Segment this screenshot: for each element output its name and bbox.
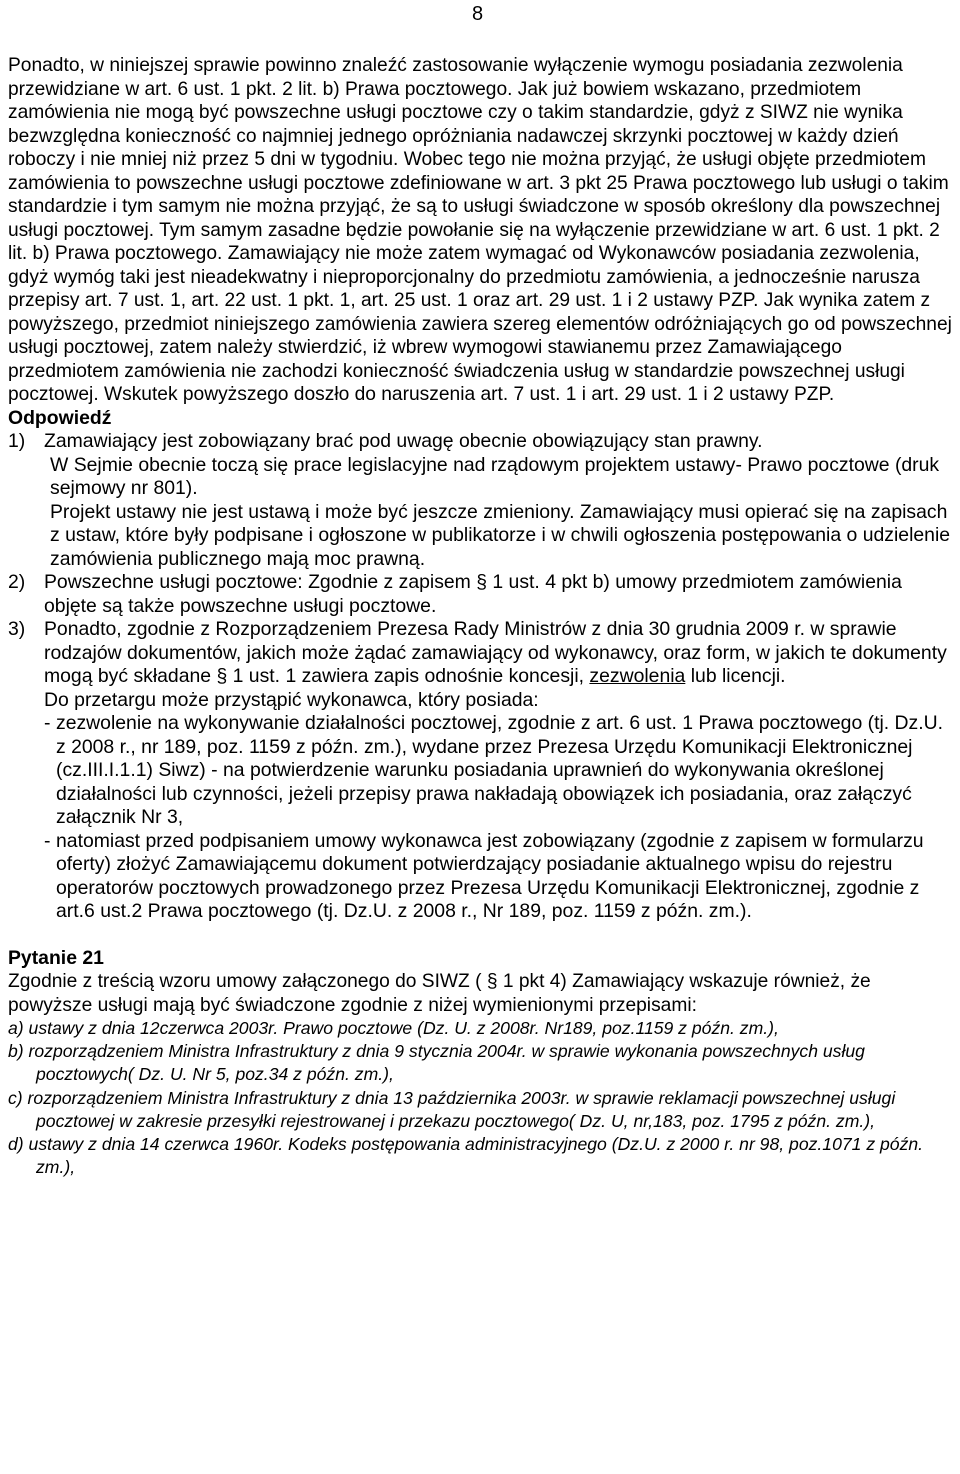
body-text: Wobec tego nie można przyjąć, że usługi objęte przedmiotem zamówienia to powszechne usługi pocztowe zdefiniowane w art. 3 pkt 25 Prawa pocztowego lub usługi o takim standardzie i tym samym nie można przyjąć, że są to usługi świadczone w sposób określony dla powszechnej usługi pocztowej. Tym samym zasadne będzie powołanie się na wyłączenie przewidziane w art. 6 ust. 1 pkt. 2 lit. b) Prawa pocztowego. Zamawiający nie może zatem wymagać od Wykonawców posiadania zezwolenia, gdyż wymóg taki jest nieadekwatny i nieproporcjonalny do przedmiotu zamówienia, a jednocześnie narusza przepisy art. 7 ust. 1, art. 22 ust. 1 pkt. 1, art. 25 ust. 1 oraz art. 29 ust. 1 i 2 ustawy PZP. Jak wynika zatem z powyższego, przedmiot niniejszego zamówienia zawiera szereg elementów odróżniających go od powszechnej usługi pocztowej, zatem należy stwierdzić, iż wbrew wymogowi stawianemu przez Zamawiającego przedmiotem zamówienia nie zachodzi konieczność świadczenia usług w standardzie powszechnej usługi pocztowej. Wskutek powyższego doszło do naruszenia art. 7 ust. 1 i art. 29 ust. 1 i 2 ustawy PZP. [8, 149, 952, 405]
dash-text: natomiast przed podpisaniem umowy wykonawca jest zobowiązany (zgodnie z zapisem w formularzu oferty) złożyć Zamawiającemu dokument potwierdzający posiadanie aktualnego wpisu do rejestru operatorów pocztowych prowadzonego przez Prezesa Urzędu Komunikacji Elektronicznej, zgodnie z art.6 ust.2 Prawa pocztowego (tj. Dz.U. z 2008 r., Nr 189, poz. 1159 z późn. zm.). [56, 829, 924, 922]
intro-text: Ponadto, w niniejszej sprawie powinno znaleźć zastosowanie wyłączenie wymogu posiadania zezwolenia przewidziane w art. 6 ust. 1 pkt. 2 lit. b) Prawa pocztowego. Jak już bowiem wskazano, przedmiotem zamówienia nie mogą być powszechne usługi pocztowe czy o takim standardzie, gdyż z SIWZ nie wynika bezwzględna konieczność co najmniej jednego opróżniania nadawczej skrzynki pocztowej w każdy dzień roboczy i nie mniej niż przez 5 dni w tygodniu. [8, 55, 903, 170]
regulation-item: d) ustawy z dnia 14 czerwca 1960r. Kodeks postępowania administracyjnego (Dz.U. z 2000 r. nr 98, poz.1071 z późn. zm.), [8, 1134, 924, 1178]
answer-paragraph: Do przetargu może przystąpić wykonawca, który posiada: [44, 688, 539, 711]
question-text: Zgodnie z treścią wzoru umowy załączonego do SIWZ ( § 1 pkt 4) Zamawiający wskazuje również, że powyższe usługi mają być świadczone zgodnie z niżej wymienionymi przepisami: [8, 971, 871, 1016]
page-number: 8 [472, 3, 484, 25]
answer-paragraph: W Sejmie obecnie toczą się prace legislacyjne nad rządowym projektem ustawy- Prawo pocztowe (druk sejmowy nr 801). [50, 453, 940, 499]
answer-text: Ponadto, zgodnie z Rozporządzeniem Prezesa Rady Ministrów z dnia 30 grudnia 2009 r. w sprawie rodzajów dokumentów, jakich może żądać zamawiający od wykonawcy, oraz form, w jakich te dokumenty mogą być składane § 1 ust. 1 zawiera zapis odnośnie koncesji, zezwolenia lub licencji. [44, 618, 947, 687]
question-heading: Pytanie 21 [8, 946, 104, 969]
dash-text: zezwolenie na wykonywanie działalności pocztowej, zgodnie z art. 6 ust. 1 Prawa pocztowego (tj. Dz.U. z 2008 r., nr 189, poz. 1159 z późn. zm.), wydane przez Prezesa Urzędu Komunikacji Elektronicznej (cz.III.I.1.1) Siwz) - na potwierdzenie warunku posiadania uprawnień do wykonywania określonej działalności lub czynności, jeżeli przepisy prawa nakładają obowiązek ich posiadania, oraz załączyć załącznik Nr 3, [56, 712, 944, 828]
answer-text: Zamawiający jest zobowiązany brać pod uwagę obecnie obowiązujący stan prawny. [44, 430, 763, 452]
answer-number: 2) [8, 571, 26, 593]
answer-text: Powszechne usługi pocztowe: Zgodnie z zapisem § 1 ust. 4 pkt b) umowy przedmiotem zamówienia objęte są także powszechne usługi pocztowe. [44, 571, 902, 617]
answer-paragraph: Projekt ustawy nie jest ustawą i może być jeszcze zmieniony. Zamawiający musi opierać się na zapisach z ustaw, które były podpisane i ogłoszone w publikatorze i w chwili ogłoszenia postępowania o udzielenie zamówienia publicznego mają moc prawną. [50, 500, 951, 570]
dash-item: - zezwolenie na wykonywanie działalności pocztowej, zgodnie z art. 6 ust. 1 Prawa pocztowego (tj. Dz.U. z 2008 r., nr 189, poz. 1159 z późn. zm.), wydane przez Prezesa Urzędu Komunikacji Elektronicznej (cz.III.I.1.1) Siwz) - na potwierdzenie warunku posiadania uprawnień do wykonywania określonej działalności lub czynności, jeżeli przepisy prawa nakładają obowiązek ich posiadania, oraz załączyć załącznik Nr 3, [44, 712, 958, 830]
regulation-list [8, 1017, 958, 1179]
answer-heading: Odpowiedź [8, 406, 112, 429]
answer-number: 1) [8, 430, 26, 452]
answer-item-1 [8, 430, 958, 571]
regulation-item: a) ustawy z dnia 12czerwca 2003r. Prawo pocztowe (Dz. U. z 2008r. Nr189, poz.1159 z późn. zm.), [8, 1018, 779, 1038]
answer-number: 3) [8, 618, 26, 640]
answer-item-3 [8, 618, 958, 924]
regulation-item: c) rozporządzeniem Ministra Infrastruktury z dnia 13 października 2003r. w sprawie reklamacji powszechnej usługi pocztowej w zakresie przesyłki rejestrowanej i przekazu pocztowego( Dz. U, nr,183, poz. 1795 z późn. zm.), [8, 1087, 896, 1131]
underlined-term: zezwolenia [589, 665, 686, 687]
document-body [8, 54, 958, 1179]
intro-paragraph [8, 54, 958, 407]
dash-item: - natomiast przed podpisaniem umowy wykonawca jest zobowiązany (zgodnie z zapisem w formularzu oferty) złożyć Zamawiającemu dokument potwierdzający posiadanie aktualnego wpisu do rejestru operatorów pocztowych prowadzonego przez Prezesa Urzędu Komunikacji Elektronicznej, zgodnie z art.6 ust.2 Prawa pocztowego (tj. Dz.U. z 2008 r., Nr 189, poz. 1159 z późn. zm.). [44, 830, 958, 924]
answer-item-2 [8, 571, 958, 618]
regulation-item: b) rozporządzeniem Ministra Infrastruktury z dnia 9 stycznia 2004r. w sprawie wykonania powszechnych usług pocztowych( Dz. U. Nr 5, poz.34 z późn. zm.), [8, 1041, 865, 1085]
